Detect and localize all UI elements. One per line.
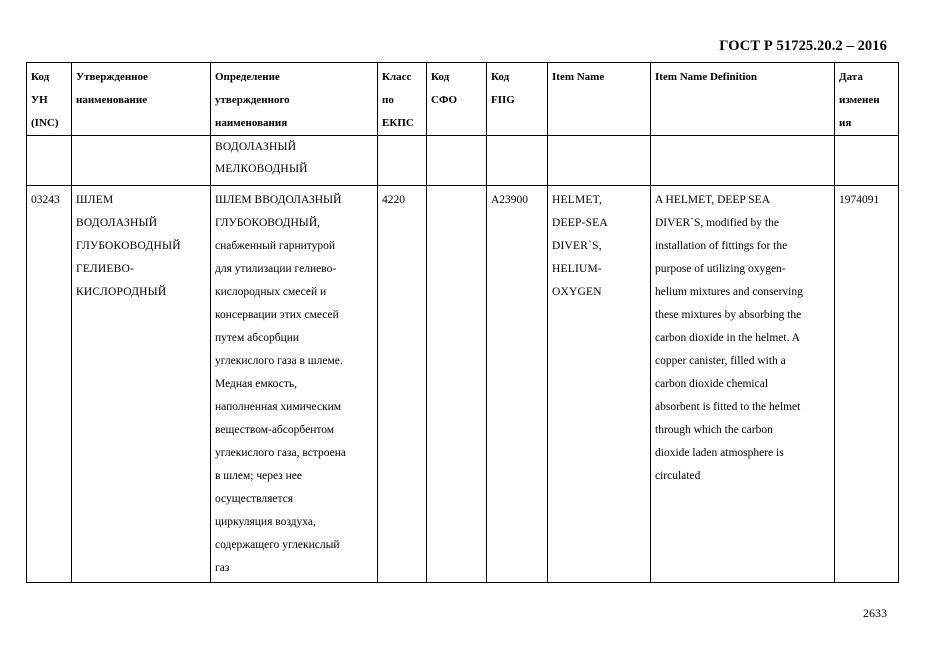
text-line: Код — [31, 71, 50, 83]
text-line: Класс — [382, 71, 412, 83]
text-line: газ — [215, 562, 230, 574]
text-line: Дата — [839, 71, 863, 83]
text-line: содержащего углекислый — [215, 539, 340, 551]
text-line: кислородных смесей и — [215, 286, 327, 298]
col-header-change-date — [835, 63, 899, 136]
cell-item-name — [548, 186, 651, 583]
cell-item-name — [548, 136, 651, 186]
text-line: по — [382, 94, 394, 106]
table-row-continuation — [27, 136, 899, 186]
cell-definition — [211, 136, 378, 186]
text-line: путем абсорбции — [215, 332, 300, 344]
text-line: СФО — [431, 94, 458, 106]
text-line: МЕЛКОВОДНЫЙ — [215, 163, 308, 175]
col-header-sfo-code — [427, 63, 487, 136]
cell-item-name-definition — [651, 186, 835, 583]
col-header-item-name-definition — [651, 63, 835, 136]
cell-sfo-code — [427, 186, 487, 583]
text-line: DIVER`S, modified by the — [655, 217, 779, 229]
text-line: circulated — [655, 470, 701, 482]
cell-change-date: 1974091 — [835, 186, 899, 583]
text-line: УН — [31, 94, 48, 106]
text-line: ГЛУБОКОВОДНЫЙ, — [215, 217, 321, 229]
cell-fiig-code — [487, 136, 548, 186]
text-line: ГЛУБОКОВОДНЫЙ — [76, 240, 181, 252]
text-line: утвержденного — [215, 94, 290, 106]
text-line: through which the carbon — [655, 424, 773, 436]
text-line: carbon dioxide in the helmet. A — [655, 332, 800, 344]
text-line: Медная емкость, — [215, 378, 297, 390]
text-line: Определение — [215, 71, 280, 83]
text-line: углекислого газа, встроена — [215, 447, 346, 459]
text-line: purpose of utilizing oxygen- — [655, 263, 786, 275]
col-header-inc — [27, 63, 72, 136]
text-line: консервации этих смесей — [215, 309, 339, 321]
text-line: ВОДОЛАЗНЫЙ — [76, 217, 158, 229]
text-line: installation of fittings for the — [655, 240, 788, 252]
text-line: copper canister, filled with a — [655, 355, 786, 367]
cell-inc — [27, 136, 72, 186]
text-line: absorbent is fitted to the helmet — [655, 401, 801, 413]
text-line: ГЕЛИЕВО- — [76, 263, 135, 275]
text-line: циркуляция воздуха, — [215, 516, 316, 528]
table-header-row — [27, 63, 899, 136]
text-line: углекислого газа в шлеме. — [215, 355, 343, 367]
text-line: A HELMET, DEEP SEA — [655, 194, 770, 206]
cell-change-date — [835, 136, 899, 186]
text-line: ВОДОЛАЗНЫЙ — [215, 141, 297, 153]
text-line: осуществляется — [215, 493, 294, 505]
text-line: изменен — [839, 94, 880, 106]
cell-sfo-code — [427, 136, 487, 186]
text-line: Утвержденное — [76, 71, 148, 83]
nomenclature-table — [26, 62, 899, 583]
text-line: ШЛЕМ ВВОДОЛАЗНЫЙ — [215, 194, 342, 206]
text-line: Item Name Definition — [655, 71, 758, 83]
text-line: веществом-абсорбентом — [215, 424, 335, 436]
text-line: HELIUM- — [552, 263, 602, 275]
text-line: Код — [431, 71, 450, 83]
text-line: ШЛЕМ — [76, 194, 114, 206]
cell-ekps-class — [378, 136, 427, 186]
text-line: FIIG — [491, 94, 515, 106]
text-line: снабженный гарнитурой — [215, 240, 336, 252]
cell-inc: 03243 — [27, 186, 72, 583]
text-line: наименование — [76, 94, 148, 106]
col-header-definition — [211, 63, 378, 136]
table-row — [27, 186, 899, 583]
cell-fiig-code: A23900 — [487, 186, 548, 583]
text-line: carbon dioxide chemical — [655, 378, 769, 390]
text-line: (INC) — [31, 117, 59, 129]
text-line: helium mixtures and conserving — [655, 286, 803, 298]
text-line: dioxide laden atmosphere is — [655, 447, 784, 459]
text-line: наполненная химическим — [215, 401, 342, 413]
text-line: КИСЛОРОДНЫЙ — [76, 286, 167, 298]
cell-ekps-class: 4220 — [378, 186, 427, 583]
text-line: для утилизации гелиево- — [215, 263, 337, 275]
page-number: 2633 — [863, 606, 887, 620]
cell-definition — [211, 186, 378, 583]
text-line: ЕКПС — [382, 117, 414, 129]
col-header-approved-name — [72, 63, 211, 136]
text-line: Item Name — [552, 71, 605, 83]
text-line: OXYGEN — [552, 286, 602, 298]
cell-approved-name — [72, 136, 211, 186]
text-line: наименования — [215, 117, 288, 129]
text-line: these mixtures by absorbing the — [655, 309, 802, 321]
text-line: ия — [839, 117, 852, 129]
col-header-fiig-code — [487, 63, 548, 136]
text-line: DIVER`S, — [552, 240, 602, 252]
col-header-item-name — [548, 63, 651, 136]
text-line: DEEP-SEA — [552, 217, 608, 229]
cell-item-name-definition — [651, 136, 835, 186]
text-line: Код — [491, 71, 510, 83]
text-line: HELMET, — [552, 194, 603, 206]
text-line: в шлем; через нее — [215, 470, 303, 482]
cell-approved-name — [72, 186, 211, 583]
document-code: ГОСТ Р 51725.20.2 – 2016 — [719, 38, 887, 54]
col-header-ekps-class — [378, 63, 427, 136]
